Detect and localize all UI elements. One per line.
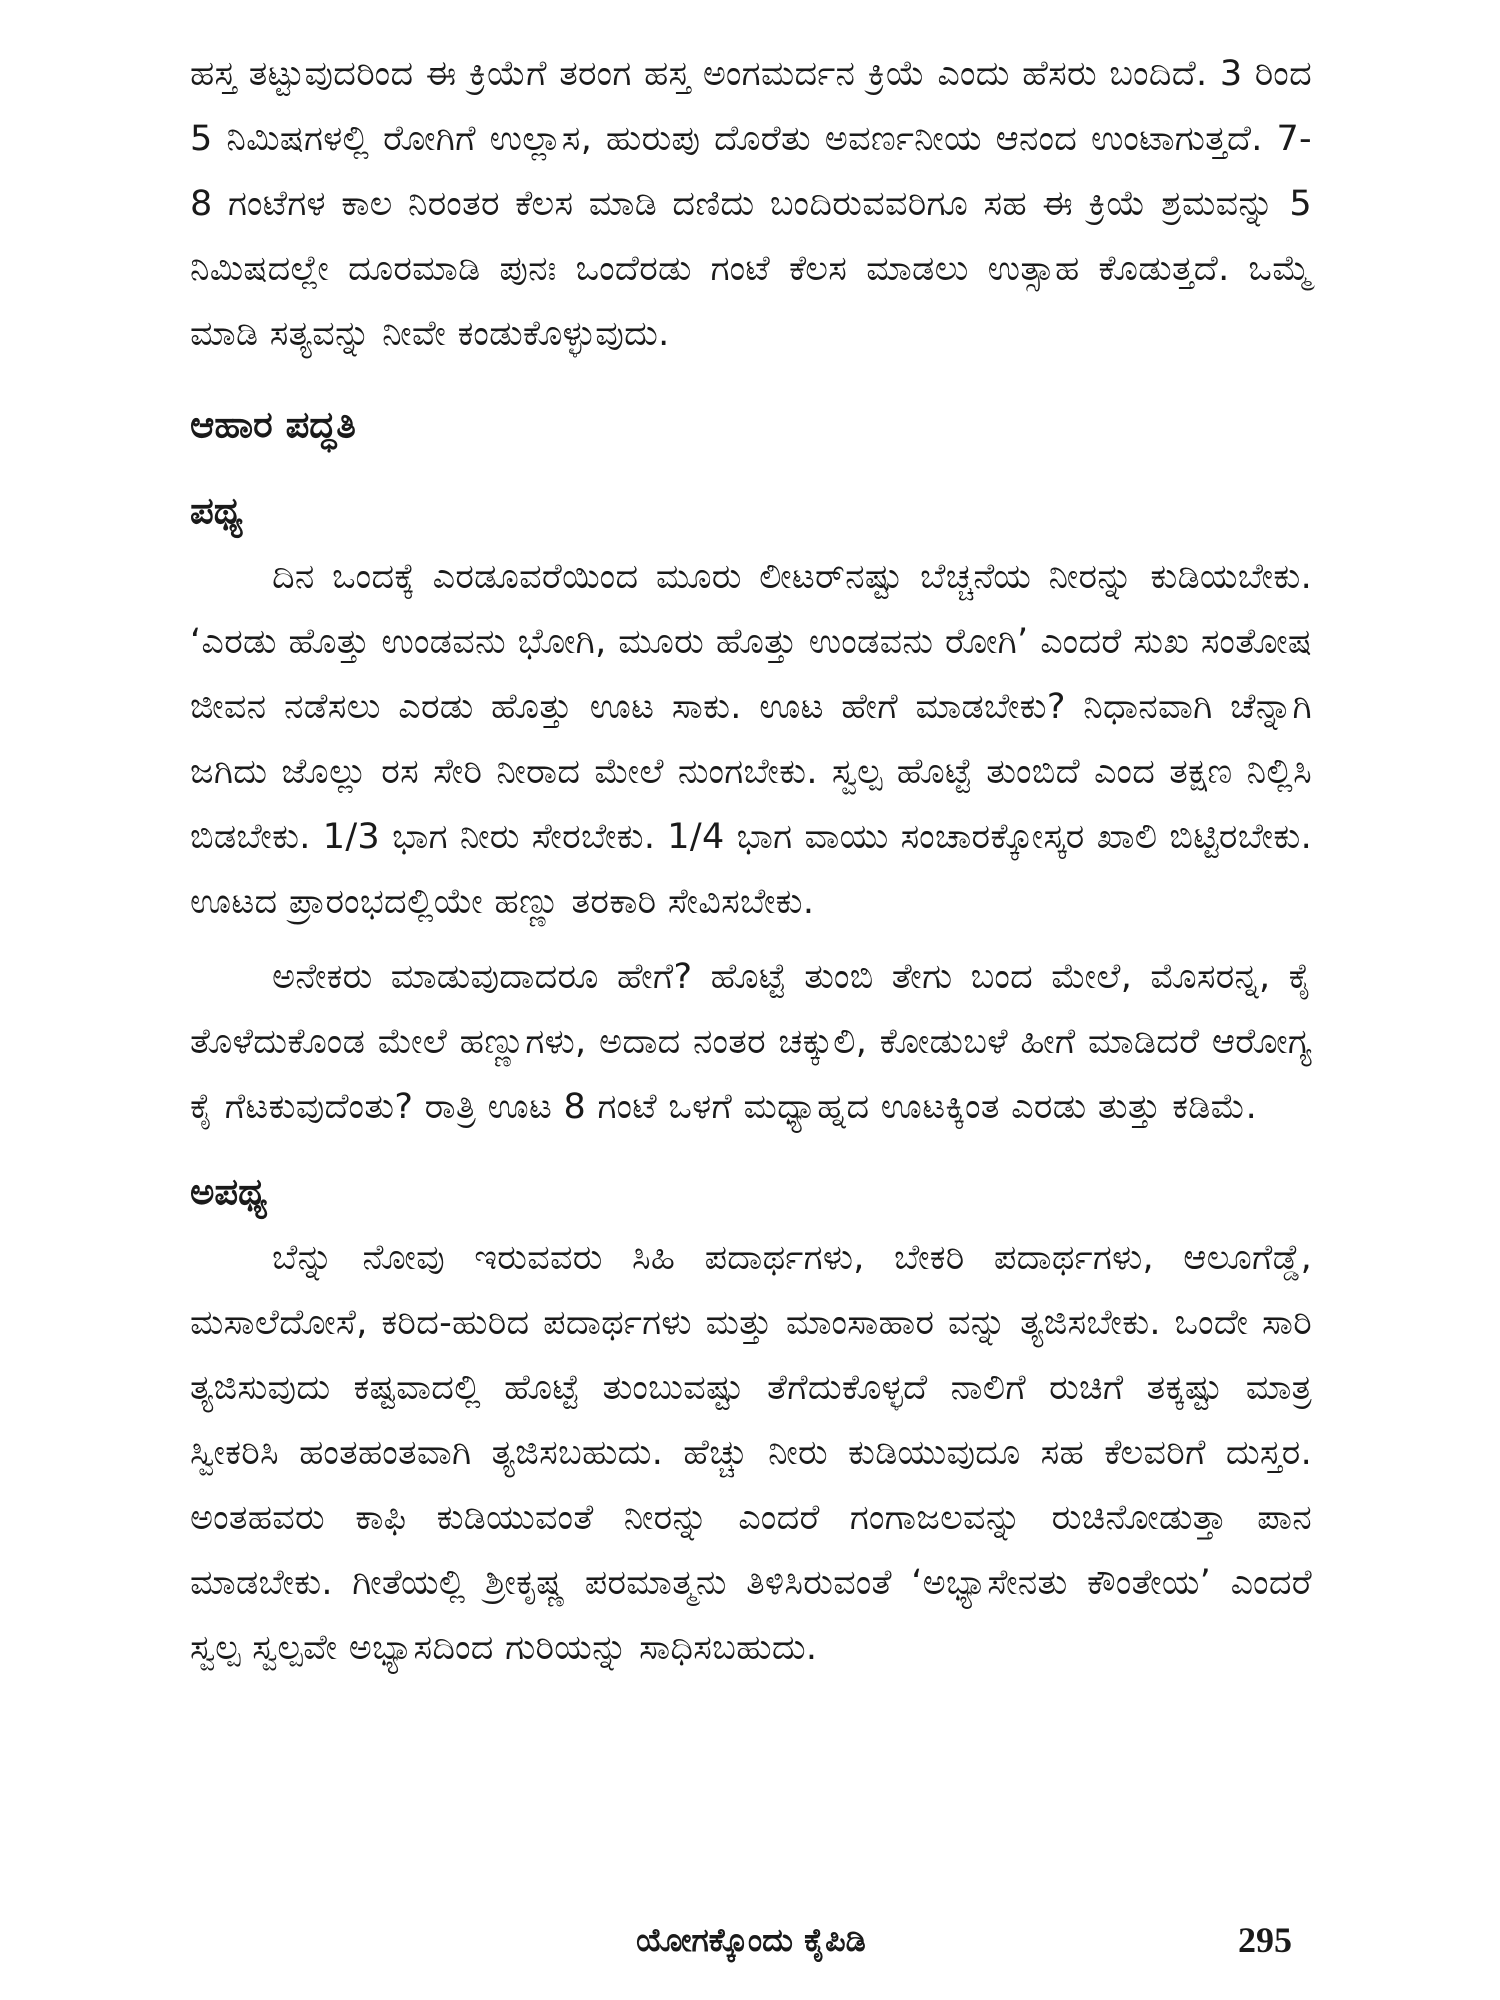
paragraph-foods-to-avoid: ಬೆನ್ನು ನೋವು ಇರುವವರು ಸಿಹಿ ಪದಾರ್ಥಗಳು, ಬೇಕರಿ ಪದಾರ್ಥಗಳು, ಆಲೂಗೆಡ್ಡೆ, ಮಸಾಲೆದೋಸೆ, ಕರಿದ-ಹುರಿದ ಪದಾರ್ಥಗಳು ಮತ್ತು ಮಾಂಸಾಹಾರ ವನ್ನು ತ್ಯಜಿಸಬೇಕು. ಒಂದೇ ಸಾರಿ ತ್ಯಜಿಸುವುದು ಕಷ್ಟವಾದಲ್ಲಿ ಹೊಟ್ಟೆ ತುಂಬುವಷ್ಟು ತೆಗೆದುಕೊಳ್ಳದೆ ನಾಲಿಗೆ ರುಚಿಗೆ ತಕ್ಕಷ್ಟು ಮಾತ್ರ ಸ್ವೀಕರಿಸಿ ಹಂತಹಂತವಾಗಿ ತ್ಯಜಿಸಬಹುದು. ಹೆಚ್ಚು ನೀರು ಕುಡಿಯುವುದೂ ಸಹ ಕೆಲವರಿಗೆ ದುಸ್ತರ. ಅಂತಹವರು ಕಾಫಿ ಕುಡಿಯುವಂತೆ ನೀರನ್ನು ಎಂದರೆ ಗಂಗಾಜಲವನ್ನು ರುಚಿನೋಡುತ್ತಾ ಪಾನ ಮಾಡಬೇಕು. ಗೀತೆಯಲ್ಲಿ ಶ್ರೀಕೃಷ್ಣ ಪರಮಾತ್ಮನು ತಿಳಿಸಿರುವಂತೆ ‘ಅಭ್ಯಾಸೇನತು ಕೌಂತೇಯ’ ಎಂದರೆ ಸ್ವಲ್ಪ ಸ್ವಲ್ಪವೇ ಅಭ್ಯಾಸದಿಂದ ಗುರಿಯನ್ನು ಸಾಧಿಸಬಹುದು. (190, 1238, 1312, 1668)
page-body (190, 42, 1312, 1681)
paragraph-water-and-meals: ದಿನ ಒಂದಕ್ಕೆ ಎರಡೂವರೆಯಿಂದ ಮೂರು ಲೀಟರ್‌ನಷ್ಟು ಬೆಚ್ಚನೆಯ ನೀರನ್ನು ಕುಡಿಯಬೇಕು. ‘ಎರಡು ಹೊತ್ತು ಉಂಡವನು ಭೋಗಿ, ಮೂರು ಹೊತ್ತು ಉಂಡವನು ರೋಗಿ’ ಎಂದರೆ ಸುಖ ಸಂತೋಷ ಜೀವನ ನಡೆಸಲು ಎರಡು ಹೊತ್ತು ಊಟ ಸಾಕು. ಊಟ ಹೇಗೆ ಮಾಡಬೇಕು? ನಿಧಾನವಾಗಿ ಚೆನ್ನಾಗಿ ಜಗಿದು ಜೊಲ್ಲು ರಸ ಸೇರಿ ನೀರಾದ ಮೇಲೆ ನುಂಗಬೇಕು. ಸ್ವಲ್ಪ ಹೊಟ್ಟೆ ತುಂಬಿದೆ ಎಂದ ತಕ್ಷಣ ನಿಲ್ಲಿಸಿ ಬಿಡಬೇಕು. 1/3 ಭಾಗ ನೀರು ಸೇರಬೇಕು. 1/4 ಭಾಗ ವಾಯು ಸಂಚಾರಕ್ಕೋಸ್ಕರ ಖಾಲಿ ಬಿಟ್ಟಿರಬೇಕು. ಊಟದ ಪ್ರಾರಂಭದಲ್ಲಿಯೇ ಹಣ್ಣು ತರಕಾರಿ ಸೇವಿಸಬೇಕು. (190, 557, 1312, 922)
page-footer (190, 1915, 1312, 1965)
paragraph-massage-effect: ಹಸ್ತ ತಟ್ಟುವುದರಿಂದ ಈ ಕ್ರಿಯೆಗೆ ತರಂಗ ಹಸ್ತ ಅಂಗಮರ್ದನ ಕ್ರಿಯೆ ಎಂದು ಹೆಸರು ಬಂದಿದೆ. 3 ರಿಂದ 5 ನಿಮಿಷಗಳಲ್ಲಿ ರೋಗಿಗೆ ಉಲ್ಲಾಸ, ಹುರುಪು ದೊರೆತು ಅವರ್ಣನೀಯ ಆನಂದ ಉಂಟಾಗುತ್ತದೆ. 7-8 ಗಂಟೆಗಳ ಕಾಲ ನಿರಂತರ ಕೆಲಸ ಮಾಡಿ ದಣಿದು ಬಂದಿರುವವರಿಗೂ ಸಹ ಈ ಕ್ರಿಯೆ ಶ್ರಮವನ್ನು 5 ನಿಮಿಷದಲ್ಲೇ ದೂರಮಾಡಿ ಪುನಃ ಒಂದೆರಡು ಗಂಟೆ ಕೆಲಸ ಮಾಡಲು ಉತ್ಸಾಹ ಕೊಡುತ್ತದೆ. ಒಮ್ಮೆ ಮಾಡಿ ಸತ್ಯವನ್ನು ನೀವೇ ಕಂಡುಕೊಳ್ಳುವುದು. (190, 54, 1312, 354)
heading-diet-method: ಆಹಾರ ಪದ್ಧತಿ (190, 403, 356, 446)
running-footer-title: ಯೋಗಕ್ಕೊಂದು ಕೈಪಿಡಿ (636, 1921, 866, 1959)
heading-apathya: ಅಪಥ್ಯ (190, 1170, 268, 1213)
heading-pathya: ಪಥ್ಯ (190, 489, 243, 532)
paragraph-bad-eating-habits: ಅನೇಕರು ಮಾಡುವುದಾದರೂ ಹೇಗೆ? ಹೊಟ್ಟೆ ತುಂಬಿ ತೇಗು ಬಂದ ಮೇಲೆ, ಮೊಸರನ್ನ, ಕೈ ತೊಳೆದುಕೊಂಡ ಮೇಲೆ ಹಣ್ಣುಗಳು, ಅದಾದ ನಂತರ ಚಕ್ಕುಲಿ, ಕೋಡುಬಳೆ ಹೀಗೆ ಮಾಡಿದರೆ ಆರೋಗ್ಯ ಕೈ ಗೆಟಕುವುದೆಂತು? ರಾತ್ರಿ ಊಟ 8 ಗಂಟೆ ಒಳಗೆ ಮಧ್ಯಾಹ್ನದ ಊಟಕ್ಕಿಂತ ಎರಡು ತುತ್ತು ಕಡಿಮೆ. (190, 957, 1312, 1127)
page-number: 295 (1238, 1920, 1292, 1960)
